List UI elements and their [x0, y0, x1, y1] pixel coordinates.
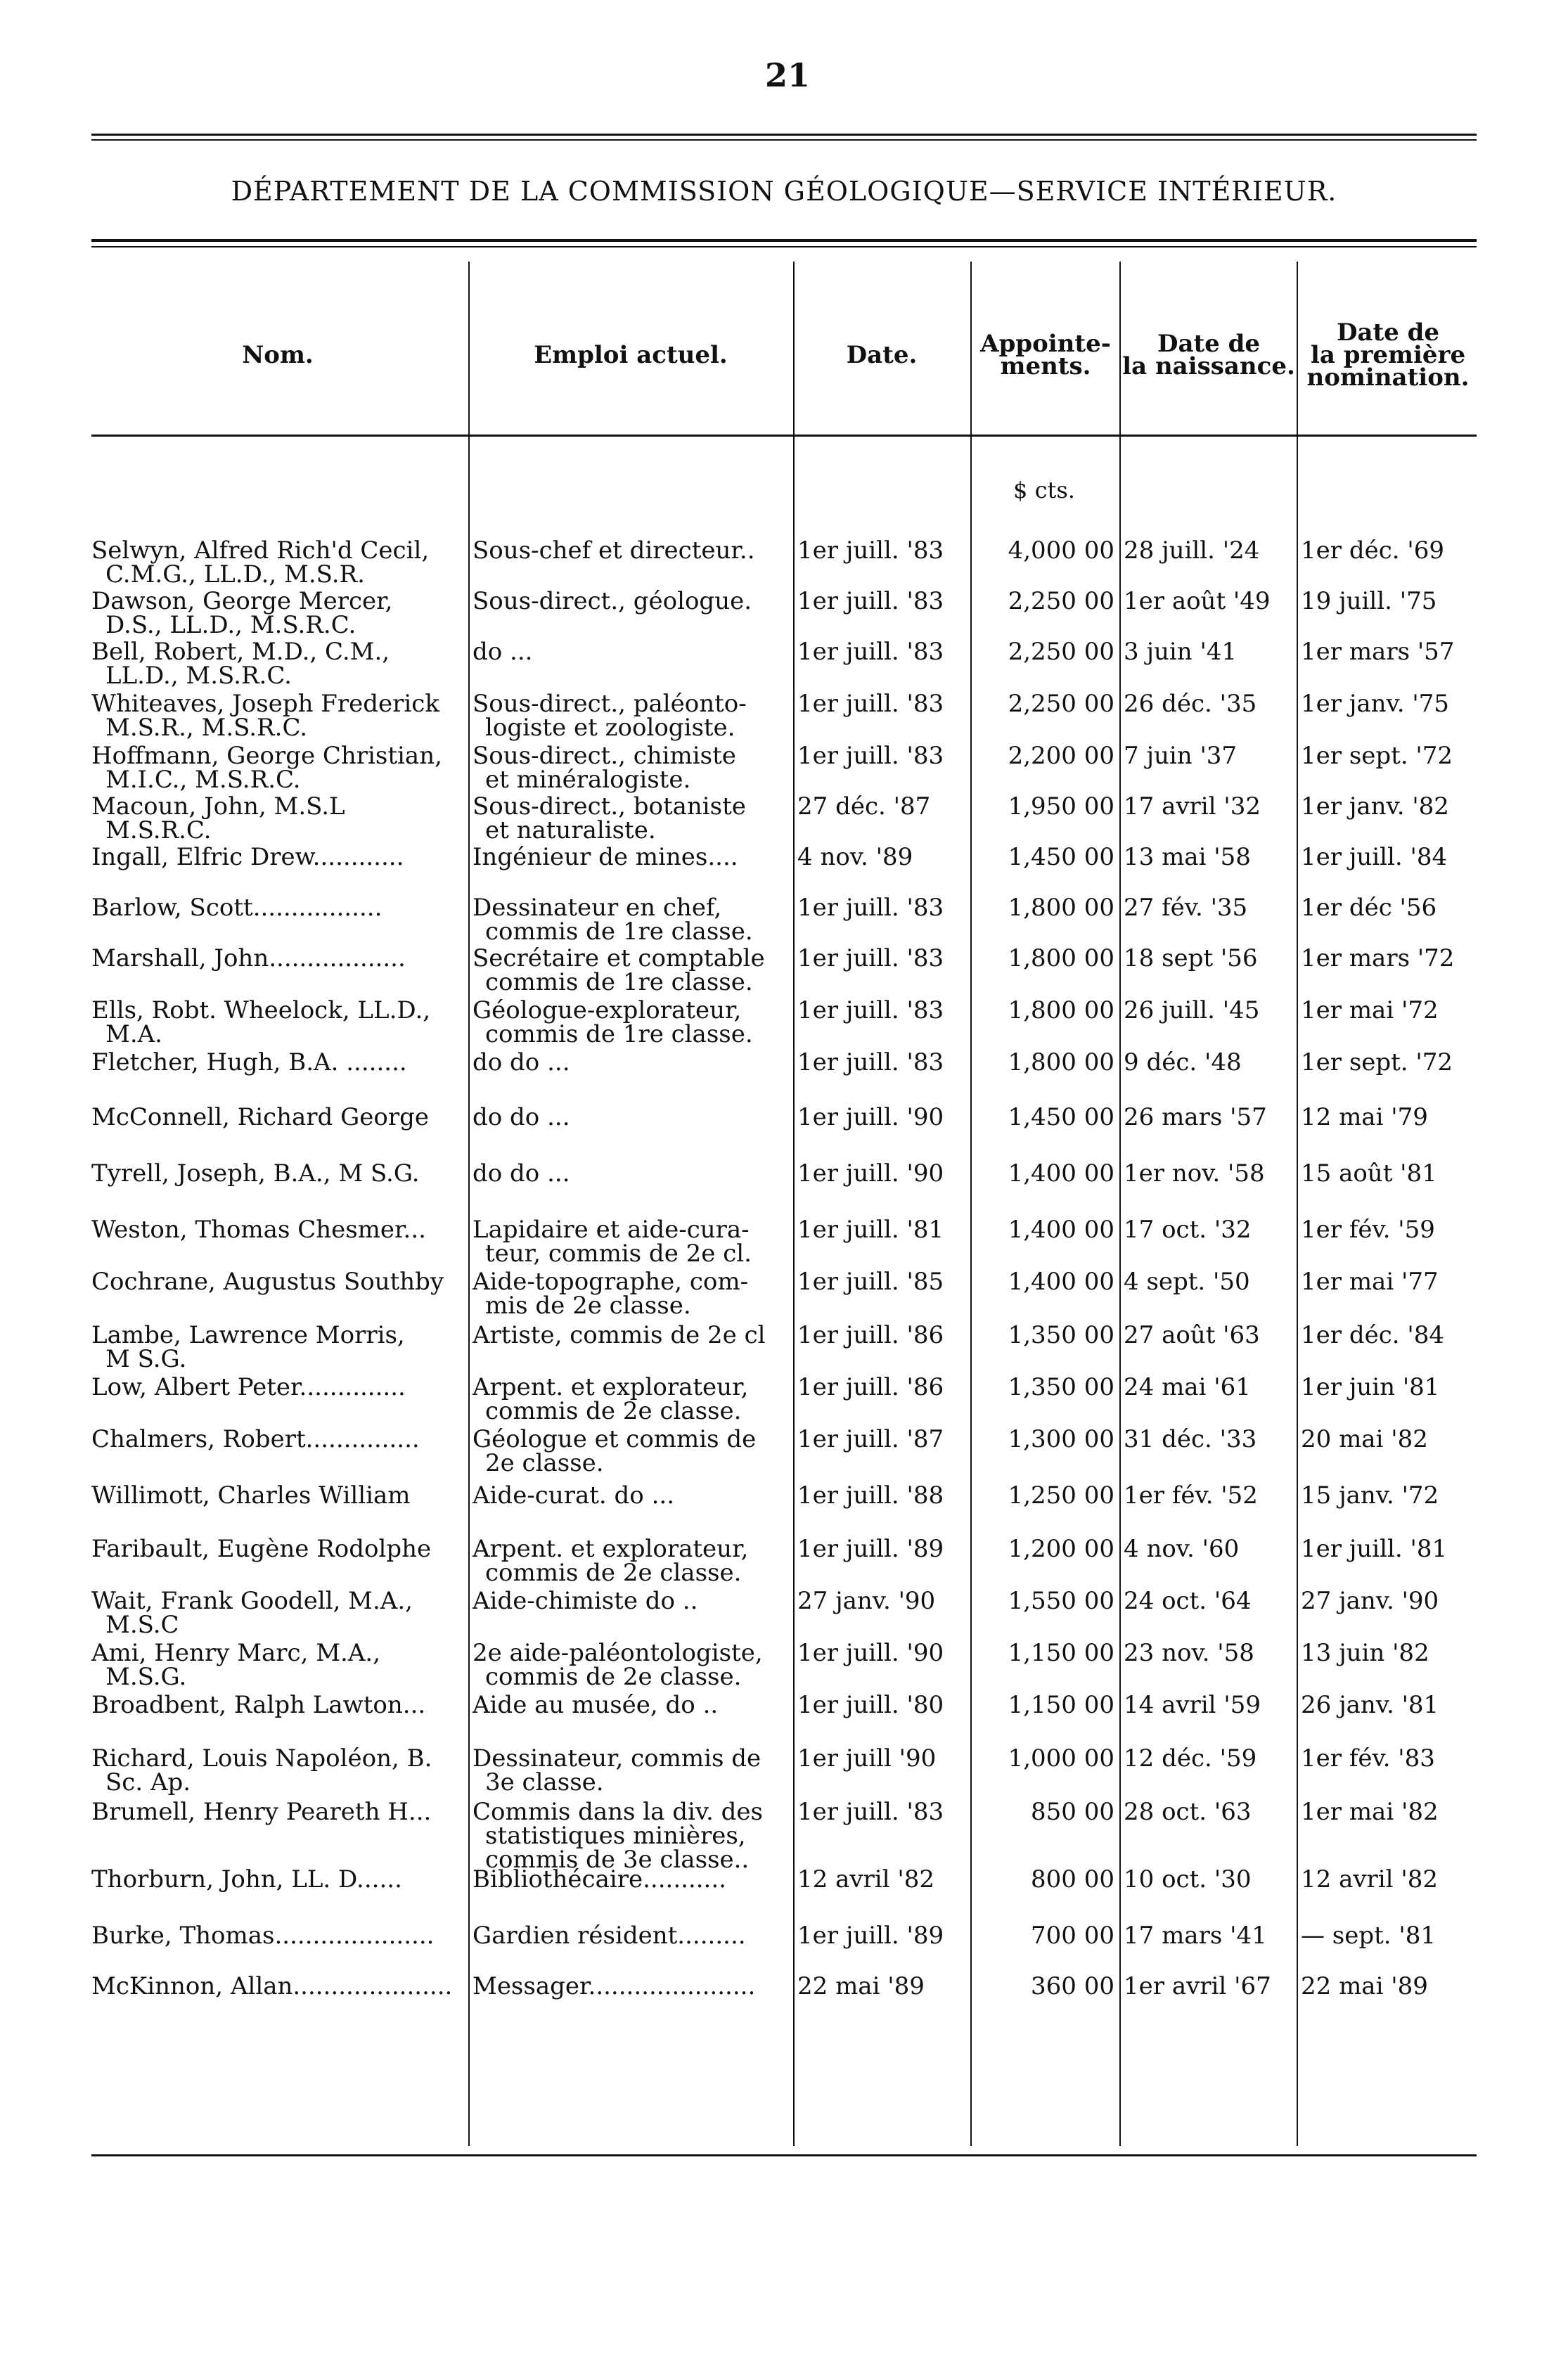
date-cell: 1er juill. '88: [797, 1481, 944, 1510]
salary-cell: 1,950 00: [1008, 792, 1114, 821]
salary-cell: 1,550 00: [1008, 1587, 1114, 1615]
salary-cell: 1,450 00: [1008, 1103, 1114, 1131]
birth-date-cell: 26 mars '57: [1124, 1103, 1267, 1131]
job-cell-continued: et naturaliste.: [485, 816, 656, 844]
name-cell-continued: M.S.R., M.S.R.C.: [105, 714, 308, 742]
date-cell: 1er juill. '81: [797, 1216, 944, 1244]
birth-date-cell: 13 mai '58: [1124, 843, 1251, 871]
name-cell: Cochrane, Augustus Southby: [91, 1268, 444, 1296]
job-cell: Géologue et commis de: [473, 1425, 757, 1453]
birth-date-cell: 4 nov. '60: [1124, 1535, 1240, 1563]
name-cell: Richard, Louis Napoléon, B.: [91, 1744, 432, 1773]
date-cell: 1er juill. '83: [797, 638, 944, 666]
date-cell: 1er juill. '80: [797, 1691, 944, 1719]
date-cell: 12 avril '82: [797, 1865, 934, 1893]
salary-cell: 1,200 00: [1008, 1535, 1114, 1563]
job-cell: Ingénieur de mines....: [473, 843, 738, 871]
salary-cell: 1,250 00: [1008, 1481, 1114, 1510]
job-cell: Aide au musée, do ..: [473, 1691, 719, 1719]
job-cell: Sous-chef et directeur..: [473, 536, 755, 565]
job-cell: Géologue-explorateur,: [473, 996, 742, 1024]
job-cell: Sous-direct., géologue.: [473, 587, 752, 615]
salary-cell: 4,000 00: [1008, 536, 1114, 565]
salary-cell: 1,150 00: [1008, 1691, 1114, 1719]
salary-cell: 1,150 00: [1008, 1639, 1114, 1667]
date-cell: 1er juill. '89: [797, 1922, 944, 1950]
name-cell: Ami, Henry Marc, M.A.,: [91, 1639, 381, 1667]
birth-date-cell: 18 sept '56: [1124, 944, 1258, 972]
job-cell: Sous-direct., paléonto-: [473, 690, 747, 718]
job-cell-continued: mis de 2e classe.: [485, 1292, 691, 1320]
job-cell-continued: et minéralogiste.: [485, 766, 691, 794]
job-cell-continued: commis de 3e classe..: [485, 1846, 750, 1874]
name-cell-continued: M S.G.: [105, 1345, 187, 1373]
salary-cell: 2,250 00: [1008, 587, 1114, 615]
birth-date-cell: 23 nov. '58: [1124, 1639, 1254, 1667]
birth-date-cell: 26 juill. '45: [1124, 996, 1260, 1024]
name-cell-continued: D.S., LL.D., M.S.R.C.: [105, 611, 356, 639]
col-header-first: Date de la première nomination.: [1306, 319, 1470, 392]
date-cell: 1er juill. '83: [797, 1048, 944, 1076]
first-appointment-cell: 27 janv. '90: [1301, 1587, 1439, 1615]
name-cell: Tyrell, Joseph, B.A., M S.G.: [91, 1159, 420, 1188]
date-cell: 1er juill '90: [797, 1744, 937, 1773]
job-cell: do do ...: [473, 1048, 570, 1076]
job-cell: Messager......................: [473, 1972, 756, 2000]
job-cell: 2e aide-paléontologiste,: [473, 1639, 763, 1667]
first-appointment-cell: 22 mai '89: [1301, 1972, 1428, 2000]
salary-cell: 1,350 00: [1008, 1373, 1114, 1401]
top-rule: [91, 134, 1477, 136]
salary-cell: 1,800 00: [1008, 944, 1114, 972]
name-cell-continued: M.S.G.: [105, 1663, 187, 1691]
title-rule-thin: [91, 246, 1477, 247]
birth-date-cell: 10 oct. '30: [1124, 1865, 1252, 1893]
name-cell-continued: M.A.: [105, 1020, 162, 1048]
job-cell: Secrétaire et comptable: [473, 944, 765, 972]
first-appointment-cell: 1er juill. '84: [1301, 843, 1448, 871]
date-cell: 1er juill. '83: [797, 587, 944, 615]
date-cell: 1er juill. '83: [797, 742, 944, 770]
job-cell-continued: 3e classe.: [485, 1768, 604, 1796]
date-cell: 27 déc. '87: [797, 792, 931, 821]
job-cell-continued: statistiques minières,: [485, 1822, 746, 1850]
name-cell: Burke, Thomas.....................: [91, 1922, 435, 1950]
name-cell-continued: M.S.R.C.: [105, 816, 212, 844]
job-cell-continued: commis de 2e classe.: [485, 1663, 742, 1691]
name-cell: McConnell, Richard George: [91, 1103, 430, 1131]
first-appointment-cell: 1er sept. '72: [1301, 742, 1453, 770]
job-cell: Sous-direct., chimiste: [473, 742, 736, 770]
first-appointment-cell: 15 août '81: [1301, 1159, 1437, 1188]
date-cell: 1er juill. '86: [797, 1373, 944, 1401]
first-appointment-cell: 1er mars '72: [1301, 944, 1455, 972]
salary-cell: 2,200 00: [1008, 742, 1114, 770]
job-cell: Lapidaire et aide-cura-: [473, 1216, 750, 1244]
name-cell: Ingall, Elfric Drew............: [91, 843, 404, 871]
first-appointment-cell: 19 juill. '75: [1301, 587, 1437, 615]
name-cell: Broadbent, Ralph Lawton...: [91, 1691, 426, 1719]
date-cell: 1er juill. '83: [797, 944, 944, 972]
date-cell: 1er juill. '83: [797, 894, 944, 922]
job-cell: Dessinateur en chef,: [473, 894, 722, 922]
birth-date-cell: 1er fév. '52: [1124, 1481, 1258, 1510]
date-cell: 1er juill. '85: [797, 1268, 944, 1296]
name-cell: Chalmers, Robert...............: [91, 1425, 420, 1453]
job-cell-continued: commis de 1re classe.: [485, 1020, 753, 1048]
col-header-birth: Date de la naissance.: [1122, 330, 1295, 380]
name-cell: Dawson, George Mercer,: [91, 587, 393, 615]
birth-date-cell: 7 juin '37: [1124, 742, 1238, 770]
salary-cell: 1,400 00: [1008, 1216, 1114, 1244]
job-cell-continued: commis de 1re classe.: [485, 968, 753, 996]
birth-date-cell: 27 fév. '35: [1124, 894, 1248, 922]
birth-date-cell: 14 avril '59: [1124, 1691, 1261, 1719]
job-cell: Aide-curat. do ...: [473, 1481, 675, 1510]
name-cell-continued: M.S.C: [105, 1611, 179, 1639]
job-cell: do ...: [473, 638, 533, 666]
birth-date-cell: 17 mars '41: [1124, 1922, 1267, 1950]
job-cell: do do ...: [473, 1159, 570, 1188]
birth-date-cell: 12 déc. '59: [1124, 1744, 1257, 1773]
birth-date-cell: 24 oct. '64: [1124, 1587, 1252, 1615]
col-header-salary: Appointe- ments.: [980, 330, 1111, 380]
salary-cell: 1,450 00: [1008, 843, 1114, 871]
birth-date-cell: 17 oct. '32: [1124, 1216, 1252, 1244]
first-appointment-cell: 1er déc. '84: [1301, 1321, 1444, 1349]
first-appointment-cell: 1er mai '77: [1301, 1268, 1439, 1296]
job-cell-continued: logiste et zoologiste.: [485, 714, 735, 742]
salary-cell: 1,000 00: [1008, 1744, 1114, 1773]
date-cell: 1er juill. '87: [797, 1425, 944, 1453]
job-cell: Bibliothécaire...........: [473, 1865, 726, 1893]
birth-date-cell: 1er nov. '58: [1124, 1159, 1265, 1188]
first-appointment-cell: 1er mai '72: [1301, 996, 1439, 1024]
birth-date-cell: 26 déc. '35: [1124, 690, 1257, 718]
salary-cell: 1,300 00: [1008, 1425, 1114, 1453]
name-cell: Ells, Robt. Wheelock, LL.D.,: [91, 996, 431, 1024]
first-appointment-cell: 12 avril '82: [1301, 1865, 1438, 1893]
first-appointment-cell: 1er fév. '59: [1301, 1216, 1435, 1244]
job-cell-continued: commis de 2e classe.: [485, 1397, 742, 1425]
name-cell-continued: Sc. Ap.: [105, 1768, 191, 1796]
job-cell-continued: 2e classe.: [485, 1449, 604, 1477]
salary-cell: 850 00: [1031, 1798, 1114, 1826]
birth-date-cell: 3 juin '41: [1124, 638, 1238, 666]
birth-date-cell: 1er août '49: [1124, 587, 1271, 615]
salary-cell: 1,350 00: [1008, 1321, 1114, 1349]
date-cell: 1er juill. '83: [797, 1798, 944, 1826]
job-cell: Aide-topographe, com-: [473, 1268, 749, 1296]
birth-date-cell: 4 sept. '50: [1124, 1268, 1250, 1296]
job-cell-continued: commis de 2e classe.: [485, 1559, 742, 1587]
first-appointment-cell: 1er déc. '69: [1301, 536, 1444, 565]
salary-cell: 1,400 00: [1008, 1268, 1114, 1296]
name-cell: Selwyn, Alfred Rich'd Cecil,: [91, 536, 430, 565]
birth-date-cell: 31 déc. '33: [1124, 1425, 1257, 1453]
col-header-date: Date.: [846, 341, 918, 369]
name-cell: McKinnon, Allan.....................: [91, 1972, 453, 2000]
first-appointment-cell: 20 mai '82: [1301, 1425, 1428, 1453]
job-cell: Arpent. et explorateur,: [473, 1535, 749, 1563]
name-cell-continued: LL.D., M.S.R.C.: [105, 662, 292, 690]
name-cell: Brumell, Henry Peareth H...: [91, 1798, 432, 1826]
job-cell-continued: teur, commis de 2e cl.: [485, 1240, 752, 1268]
job-cell: Gardien résident.........: [473, 1922, 746, 1950]
column-divider: [468, 262, 470, 2146]
job-cell: do do ...: [473, 1103, 570, 1131]
name-cell: Willimott, Charles William: [91, 1481, 411, 1510]
salary-cell: 1,800 00: [1008, 894, 1114, 922]
name-cell-continued: C.M.G., LL.D., M.S.R.: [105, 560, 365, 588]
top-rule-thin: [91, 139, 1477, 141]
first-appointment-cell: 1er juill. '81: [1301, 1535, 1448, 1563]
birth-date-cell: 24 mai '61: [1124, 1373, 1251, 1401]
salary-cell: 800 00: [1031, 1865, 1114, 1893]
first-appointment-cell: 26 janv. '81: [1301, 1691, 1439, 1719]
salary-cell: 360 00: [1031, 1972, 1114, 2000]
birth-date-cell: 28 oct. '63: [1124, 1798, 1252, 1826]
salary-cell: 2,250 00: [1008, 690, 1114, 718]
column-divider: [1119, 262, 1121, 2146]
birth-date-cell: 17 avril '32: [1124, 792, 1261, 821]
page-number: 21: [764, 56, 810, 94]
name-cell: Barlow, Scott.................: [91, 894, 383, 922]
birth-date-cell: 1er avril '67: [1124, 1972, 1271, 2000]
first-appointment-cell: — sept. '81: [1301, 1922, 1437, 1950]
name-cell: Thorburn, John, LL. D......: [91, 1865, 402, 1893]
col-header-name: Nom.: [242, 341, 314, 369]
header-rule: [91, 435, 1477, 437]
date-cell: 1er juill. '90: [797, 1159, 944, 1188]
first-appointment-cell: 1er fév. '83: [1301, 1744, 1435, 1773]
name-cell: Wait, Frank Goodell, M.A.,: [91, 1587, 413, 1615]
first-appointment-cell: 1er sept. '72: [1301, 1048, 1453, 1076]
job-cell: Arpent. et explorateur,: [473, 1373, 749, 1401]
date-cell: 1er juill. '83: [797, 536, 944, 565]
date-cell: 1er juill. '83: [797, 996, 944, 1024]
salary-units: $ cts.: [1013, 477, 1075, 503]
job-cell: Commis dans la div. des: [473, 1798, 763, 1826]
birth-date-cell: 28 juill. '24: [1124, 536, 1260, 565]
salary-cell: 1,800 00: [1008, 996, 1114, 1024]
salary-cell: 1,400 00: [1008, 1159, 1114, 1188]
salary-cell: 1,800 00: [1008, 1048, 1114, 1076]
name-cell: Hoffmann, George Christian,: [91, 742, 442, 770]
name-cell: Marshall, John..................: [91, 944, 406, 972]
name-cell: Low, Albert Peter..............: [91, 1373, 406, 1401]
first-appointment-cell: 1er mai '82: [1301, 1798, 1439, 1826]
name-cell: Macoun, John, M.S.L: [91, 792, 345, 821]
date-cell: 27 janv. '90: [797, 1587, 936, 1615]
name-cell: Whiteaves, Joseph Frederick: [91, 690, 439, 718]
birth-date-cell: 9 déc. '48: [1124, 1048, 1242, 1076]
first-appointment-cell: 1er janv. '82: [1301, 792, 1449, 821]
date-cell: 1er juill. '90: [797, 1639, 944, 1667]
bottom-rule: [91, 2154, 1477, 2156]
name-cell-continued: M.I.C., M.S.R.C.: [105, 766, 301, 794]
col-header-job: Emploi actuel.: [534, 341, 728, 369]
name-cell: Weston, Thomas Chesmer...: [91, 1216, 426, 1244]
first-appointment-cell: 13 juin '82: [1301, 1639, 1429, 1667]
first-appointment-cell: 1er juin '81: [1301, 1373, 1440, 1401]
date-cell: 22 mai '89: [797, 1972, 925, 2000]
first-appointment-cell: 1er déc '56: [1301, 894, 1437, 922]
salary-cell: 700 00: [1031, 1922, 1114, 1950]
job-cell: Sous-direct., botaniste: [473, 792, 746, 821]
job-cell: Aide-chimiste do ..: [473, 1587, 698, 1615]
date-cell: 4 nov. '89: [797, 843, 913, 871]
first-appointment-cell: 1er mars '57: [1301, 638, 1455, 666]
birth-date-cell: 27 août '63: [1124, 1321, 1260, 1349]
page-title: DÉPARTEMENT DE LA COMMISSION GÉOLOGIQUE—SERVICE INTÉRIEUR.: [231, 176, 1337, 207]
column-divider: [1297, 262, 1298, 2146]
date-cell: 1er juill. '83: [797, 690, 944, 718]
name-cell: Lambe, Lawrence Morris,: [91, 1321, 405, 1349]
title-rule: [91, 239, 1477, 242]
date-cell: 1er juill. '86: [797, 1321, 944, 1349]
salary-cell: 2,250 00: [1008, 638, 1114, 666]
first-appointment-cell: 12 mai '79: [1301, 1103, 1428, 1131]
date-cell: 1er juill. '90: [797, 1103, 944, 1131]
job-cell-continued: commis de 1re classe.: [485, 918, 753, 946]
name-cell: Faribault, Eugène Rodolphe: [91, 1535, 432, 1563]
first-appointment-cell: 1er janv. '75: [1301, 690, 1449, 718]
first-appointment-cell: 15 janv. '72: [1301, 1481, 1439, 1510]
job-cell: Artiste, commis de 2e cl: [473, 1321, 766, 1349]
date-cell: 1er juill. '89: [797, 1535, 944, 1563]
name-cell: Fletcher, Hugh, B.A. ........: [91, 1048, 407, 1076]
job-cell: Dessinateur, commis de: [473, 1744, 761, 1773]
name-cell: Bell, Robert, M.D., C.M.,: [91, 638, 390, 666]
